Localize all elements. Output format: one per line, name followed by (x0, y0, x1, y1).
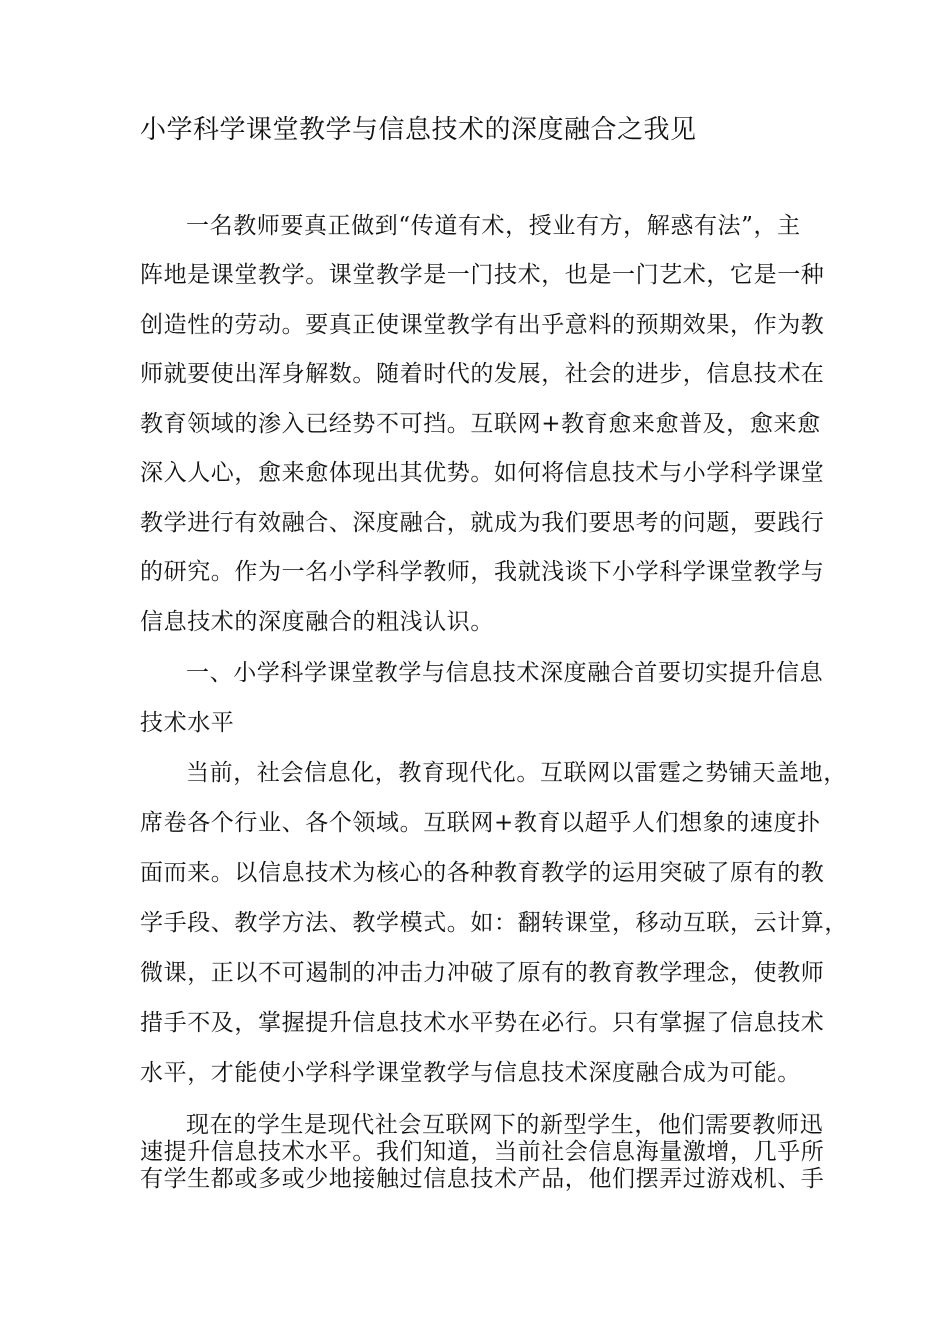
paragraph-line: 有学生都或多或少地接触过信息技术产品，他们摆弄过游戏机、手 (140, 1166, 825, 1192)
section-heading-line: 一、小学科学课堂教学与信息技术深度融合首要切实提升信息 (186, 660, 824, 686)
paragraph-line: 一名教师要真正做到“传道有术，授业有方，解惑有法”，主 (186, 213, 801, 239)
paragraph-line: 面而来。以信息技术为核心的各种教育教学的运用突破了原有的教 (140, 860, 825, 886)
paragraph-line: 当前，社会信息化，教育现代化。互联网以雷霆之势铺天盖地， (186, 760, 847, 786)
paragraph-line: 阵地是课堂教学。课堂教学是一门技术，也是一门艺术，它是一种 (140, 262, 825, 288)
paragraph-line: 微课，正以不可遏制的冲击力冲破了原有的教育教学理念，使教师 (140, 960, 825, 986)
paragraph-line: 学手段、教学方法、教学模式。如：翻转课堂，移动互联，云计算， (140, 910, 848, 936)
paragraph-line: 水平，才能使小学科学课堂教学与信息技术深度融合成为可能。 (140, 1060, 801, 1086)
paragraph-line: 措手不及，掌握提升信息技术水平势在必行。只有掌握了信息技术 (140, 1010, 825, 1036)
paragraph-line: 现在的学生是现代社会互联网下的新型学生，他们需要教师迅 (186, 1112, 824, 1138)
paragraph-line: 速提升信息技术水平。我们知道，当前社会信息海量激增，几乎所 (140, 1139, 825, 1165)
section-heading-line: 技术水平 (140, 710, 235, 736)
paragraph-line: 师就要使出浑身解数。随着时代的发展，社会的进步，信息技术在 (140, 361, 825, 387)
paragraph-line: 席卷各个行业、各个领域。互联网+教育以超乎人们想象的速度扑 (140, 810, 821, 836)
paragraph-line: 信息技术的深度融合的粗浅认识。 (140, 609, 494, 635)
paragraph-line: 教育领域的渗入已经势不可挡。互联网+教育愈来愈普及，愈来愈 (140, 411, 821, 437)
paragraph-line: 深入人心，愈来愈体现出其优势。如何将信息技术与小学科学课堂 (140, 460, 825, 486)
document-title: 小学科学课堂教学与信息技术的深度融合之我见 (140, 115, 697, 145)
paragraph-line: 创造性的劳动。要真正使课堂教学有出乎意料的预期效果，作为教 (140, 312, 825, 338)
paragraph-line: 教学进行有效融合、深度融合，就成为我们要思考的问题，要践行 (140, 510, 825, 536)
paragraph-line: 的研究。作为一名小学科学教师，我就浅谈下小学科学课堂教学与 (140, 559, 825, 585)
